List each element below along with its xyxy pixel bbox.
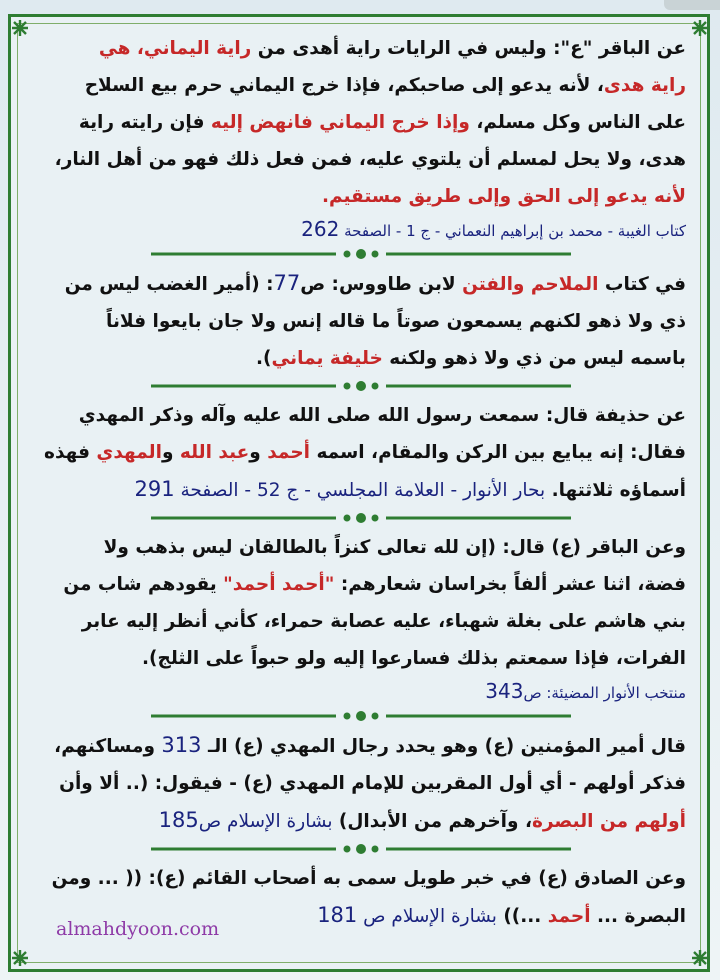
text-line: [36, 303, 686, 340]
reference-text: بشارة الإسلام ص: [357, 906, 497, 927]
corner-ornament-icon: [690, 948, 710, 968]
text-line: [36, 640, 686, 677]
ornament-divider: [36, 842, 686, 858]
highlight-text: "أحمد أحمد": [223, 574, 335, 595]
hadith-block: [36, 529, 686, 707]
body-text: ).: [255, 348, 272, 369]
reference-text: 181: [317, 903, 358, 927]
body-text: : (أمير الغضب ليس من: [64, 274, 274, 295]
reference-text: 313: [161, 733, 202, 757]
text-line: [36, 566, 686, 603]
hadith-block: [36, 727, 686, 840]
hadith-block: [36, 30, 686, 245]
ornament-divider: [36, 247, 686, 263]
highlight-text: المهدي: [96, 442, 162, 463]
body-text: عن حذيفة قال: سمعت رسول الله صلى الله عليه وآله وذكر المهدي: [78, 405, 686, 426]
highlight-text: خليفة يماني: [271, 348, 383, 369]
body-text: و: [161, 442, 180, 463]
body-text: يقودهم شاب من: [63, 574, 224, 595]
highlight-text: أولهم من البصرة: [532, 811, 686, 832]
text-line: [36, 104, 686, 141]
text-line: [36, 141, 686, 178]
body-text: قال أمير المؤمنين (ع) وهو يحدد رجال المهدي (ع) الـ: [201, 736, 686, 757]
text-line: [36, 340, 686, 377]
highlight-text: عبد الله: [179, 442, 250, 463]
body-text: فإن رايته راية: [78, 112, 211, 133]
highlight-text: أحمد: [547, 906, 591, 927]
text-line: [36, 529, 686, 566]
body-text: بني هاشم على بغلة شهباء، عليه عصابة حمراء، كأني أنظر إليه عابر: [81, 611, 686, 632]
text-line: [36, 471, 686, 509]
source-page-number: 343: [485, 679, 524, 703]
hadith-block: [36, 397, 686, 509]
highlight-text: الملاحم والفتن: [462, 274, 599, 295]
corner-ornament-icon: [690, 18, 710, 38]
ornament-divider: [36, 709, 686, 725]
text-line: [36, 67, 686, 104]
ornament-divider: [36, 379, 686, 395]
text-line: [36, 802, 686, 840]
source-text: كتاب الغيبة - محمد بن إبراهيم النعماني - ج 1 - الصفحة: [339, 222, 686, 240]
text-line: [36, 727, 686, 765]
body-text: فذكر أولهم - أي أول المقربين للإمام المهدي (ع) - فيقول: (.. ألا وأن: [59, 773, 686, 794]
hadith-block: [36, 265, 686, 377]
text-line: [36, 434, 686, 471]
text-line: [36, 178, 686, 215]
highlight-text: وإذا خرج اليماني فانهض إليه: [210, 112, 470, 133]
body-text: لابن طاووس: ص: [300, 274, 463, 295]
reference-text: 291: [134, 477, 175, 501]
body-text: أسماؤه ثلاثتها.: [545, 480, 686, 501]
body-text: وعن الصادق (ع) في خبر طويل سمى به أصحاب القائم (ع): (( ... ومن: [51, 868, 686, 889]
body-text: هدى، ولا يحل لمسلم أن يلتوي عليه، فمن فعل ذلك فهو من أهل النار،: [54, 149, 686, 170]
text-line: [36, 603, 686, 640]
site-watermark: almahdyoon.com: [56, 918, 220, 940]
reference-text: 185: [158, 808, 199, 832]
body-text: على الناس وكل مسلم،: [469, 112, 686, 133]
body-text: باسمه ليس من ذي ولا ذهو ولكنه: [382, 348, 686, 369]
source-citation: [36, 215, 686, 245]
body-text: فهذه: [44, 442, 97, 463]
body-text: فقال: إنه يبايع بين الركن والمقام، اسمه: [310, 442, 686, 463]
highlight-text: راية اليماني، هي: [98, 38, 252, 59]
hadith-content: [36, 30, 686, 935]
body-text: فضة، اثنا عشر ألفاً بخراسان شعارهم:: [334, 574, 686, 595]
body-text: و: [249, 442, 268, 463]
body-text: البصرة ...: [590, 906, 686, 927]
reference-text: بشارة الإسلام ص: [198, 811, 333, 832]
body-text: عن الباقر "ع": وليس في الرايات راية أهدى من: [251, 38, 686, 59]
highlight-text: أحمد: [267, 442, 310, 463]
ornament-divider: [36, 511, 686, 527]
text-line: [36, 397, 686, 434]
top-tab: [664, 0, 720, 10]
text-line: [36, 30, 686, 67]
reference-text: 77: [273, 271, 301, 295]
text-line: [36, 265, 686, 303]
body-text: الفرات، فإذا سمعتم بذلك فسارعوا إليه ولو حبواً على الثلج).: [142, 648, 686, 669]
body-text: في كتاب: [598, 274, 686, 295]
body-text: ، لأنه يدعو إلى صاحبكم، فإذا خرج اليماني حرم بيع السلاح: [84, 75, 604, 96]
reference-text: بحار الأنوار - العلامة المجلسي - ج 52 - الصفحة: [174, 480, 546, 501]
text-line: [36, 860, 686, 897]
source-page-number: 262: [301, 217, 340, 241]
highlight-text: راية هدى: [603, 75, 686, 96]
body-text: ، وآخرهم من الأبدال): [332, 811, 532, 832]
body-text: ومساكنهم،: [54, 736, 162, 757]
body-text: وعن الباقر (ع) قال: (إن لله تعالى كنزاً بالطالقان ليس بذهب ولا: [103, 537, 686, 558]
corner-ornament-icon: [10, 18, 30, 38]
body-text: ...)): [496, 906, 548, 927]
highlight-text: لأنه يدعو إلى الحق وإلى طريق مستقيم.: [321, 186, 686, 207]
source-text: منتخب الأنوار المضيئة: ص: [523, 684, 686, 702]
source-citation: [36, 677, 686, 707]
corner-ornament-icon: [10, 948, 30, 968]
text-line: [36, 765, 686, 802]
body-text: ذي ولا ذهو لكنهم يسمعون صوتاً ما قاله إنس ولا جان بايعوا فلاناً: [106, 311, 686, 332]
